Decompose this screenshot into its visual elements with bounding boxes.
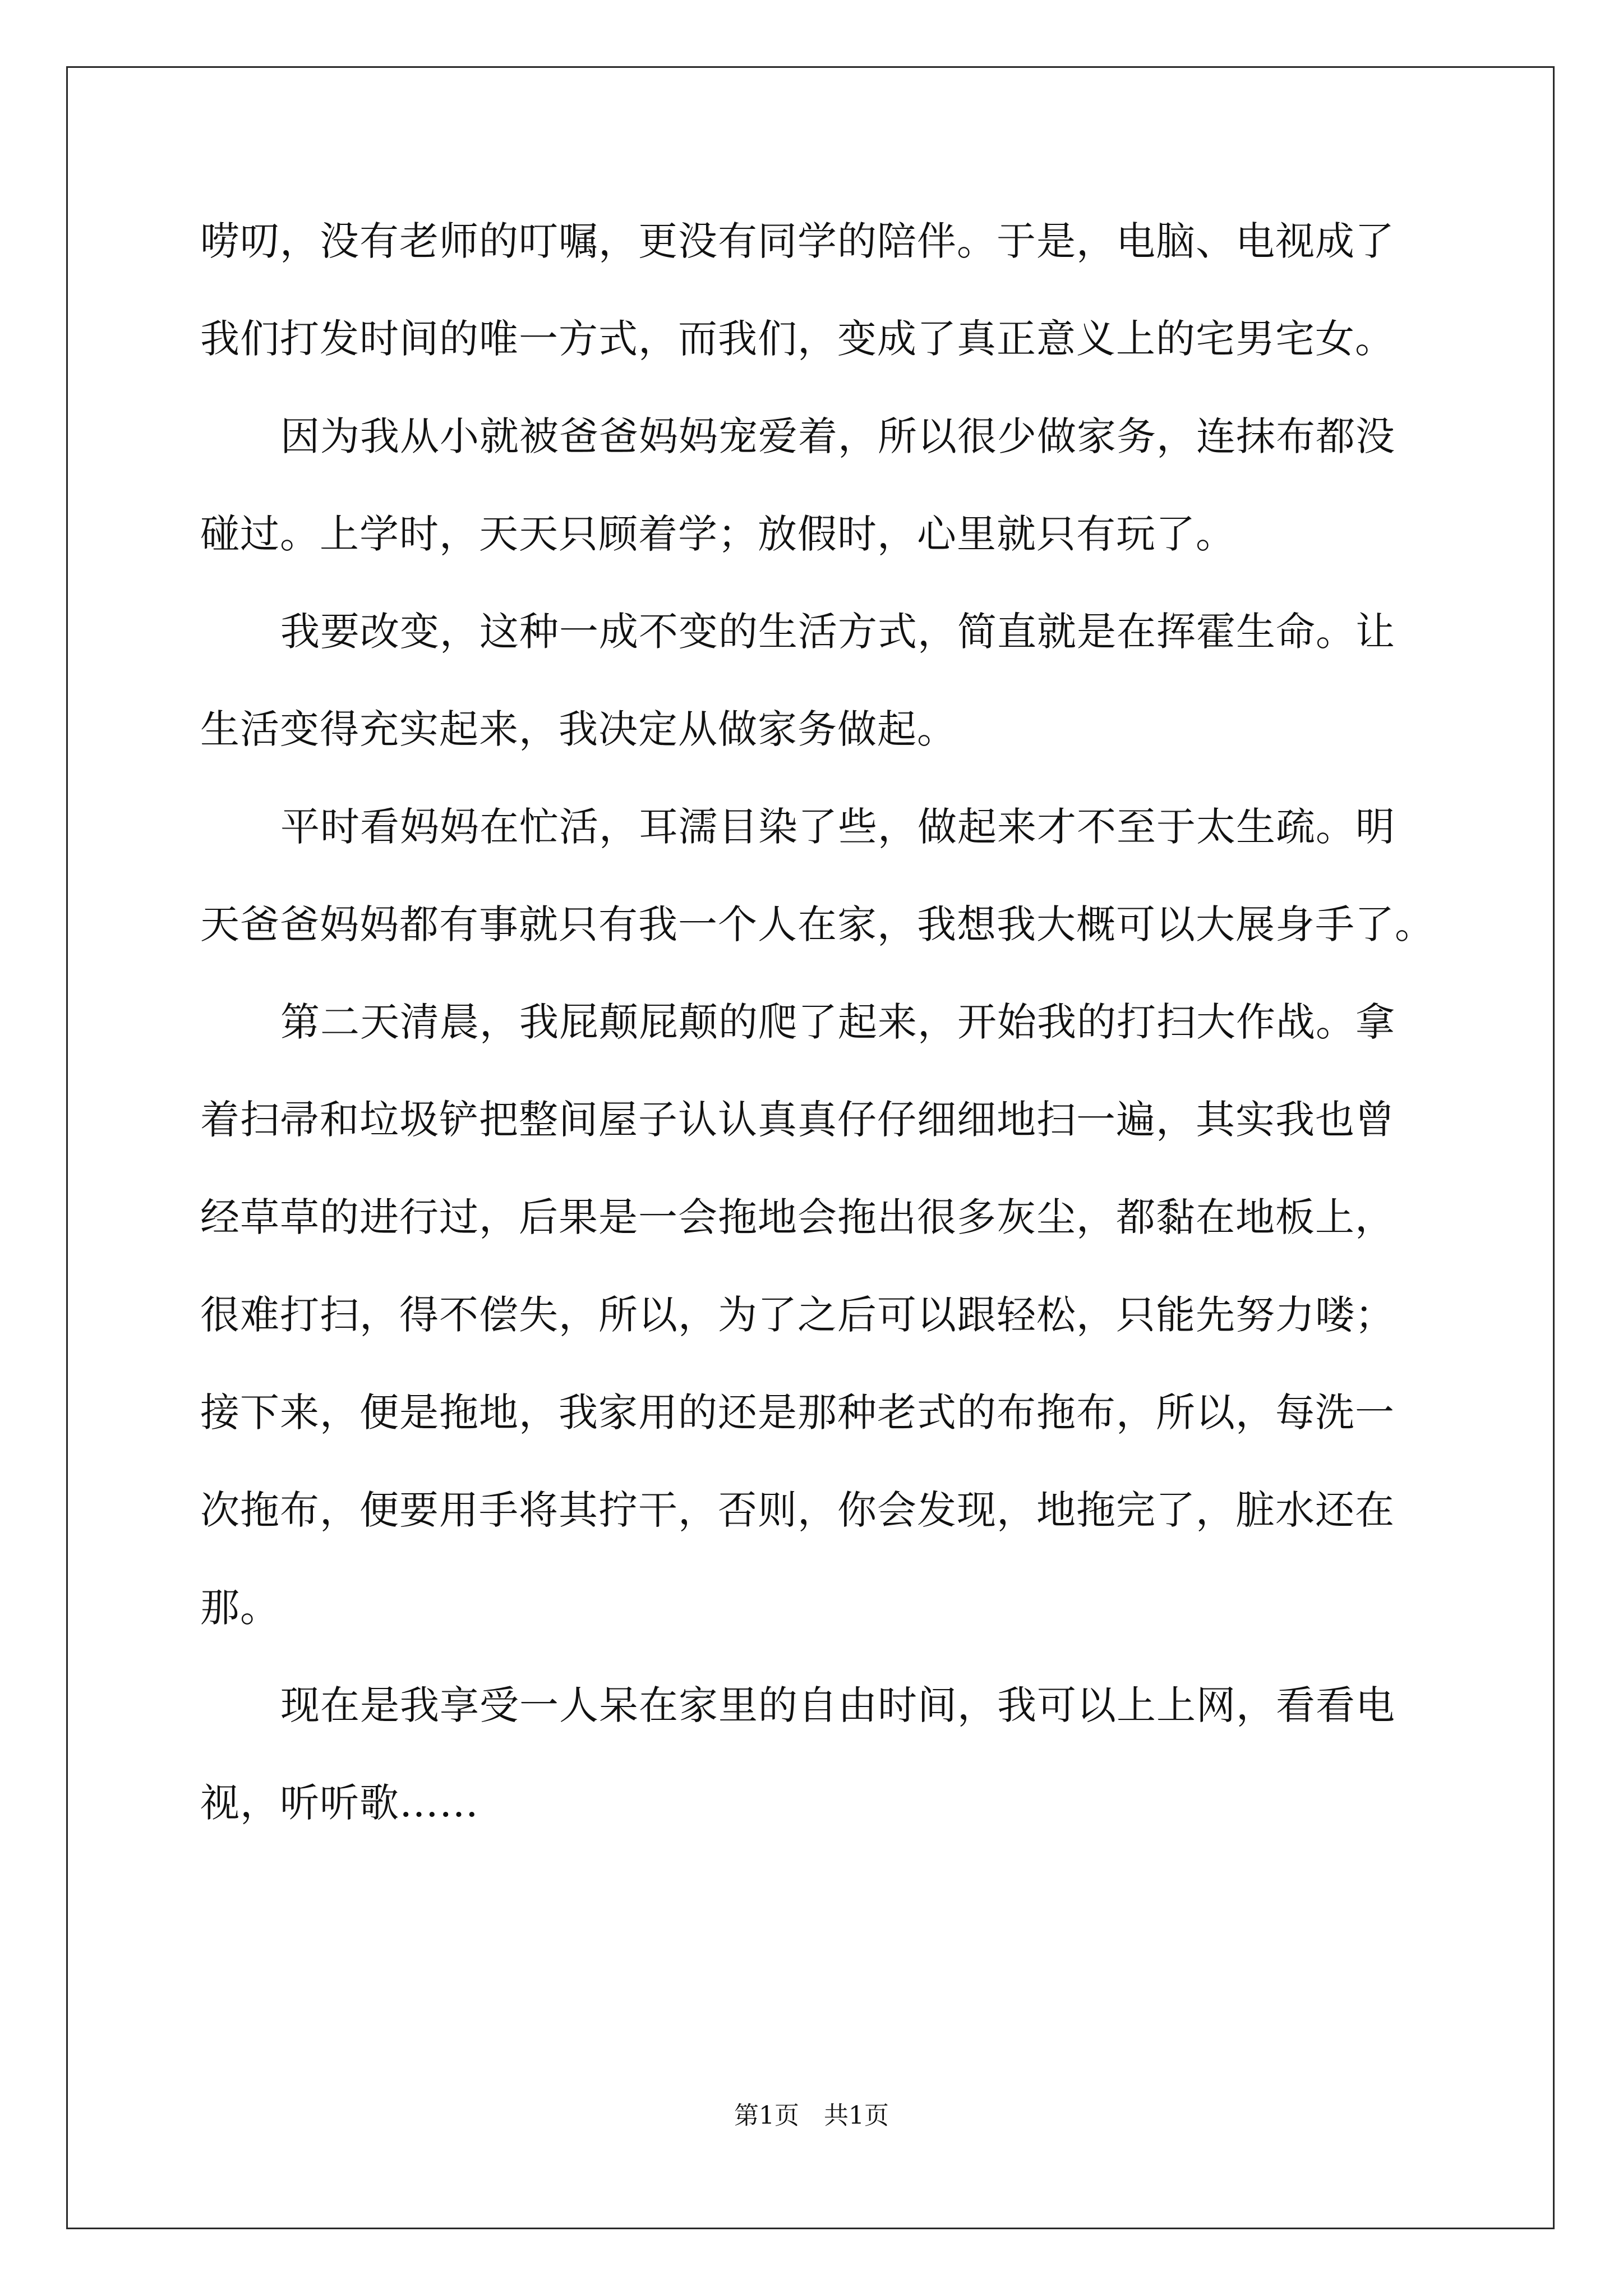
text-line: 那。: [200, 1585, 280, 1631]
text-line: 天爸爸妈妈都有事就只有我一个人在家，我想我大概可以大展身手了。: [200, 901, 1435, 947]
text-line: 接下来，便是拖地，我家用的还是那种老式的布拖布，所以，每洗一: [200, 1389, 1395, 1435]
text-line: 第二天清晨，我屁颠屁颠的爬了起来，开始我的打扫大作战。拿: [280, 999, 1395, 1045]
page-number: 第1页: [734, 2101, 799, 2130]
text-line: 平时看妈妈在忙活，耳濡目染了些，做起来才不至于太生疏。明: [280, 804, 1395, 850]
document-body: [200, 210, 1435, 1869]
text-line: 碰过。上学时，天天只顾着学；放假时，心里就只有玩了。: [200, 511, 1235, 557]
text-line: 我们打发时间的唯一方式，而我们，变成了真正意义上的宅男宅女。: [200, 316, 1395, 362]
text-line: 因为我从小就被爸爸妈妈宠爱着，所以很少做家务，连抹布都没: [280, 413, 1395, 459]
text-line: 很难打扫，得不偿失，所以，为了之后可以跟轻松，只能先努力喽；: [200, 1292, 1395, 1338]
text-line: 经草草的进行过，后果是一会拖地会拖出很多灰尘，都黏在地板上，: [200, 1194, 1395, 1240]
text-line: 着扫帚和垃圾铲把整间屋子认认真真仔仔细细地扫一遍，其实我也曾: [200, 1097, 1395, 1143]
text-line: 视，听听歌……: [200, 1780, 479, 1826]
text-line: 次拖布，便要用手将其拧干，否则，你会发现，地拖完了，脏水还在: [200, 1487, 1395, 1533]
text-line: 生活变得充实起来，我决定从做家务做起。: [200, 706, 957, 752]
text-line: 唠叨，没有老师的叮嘱，更没有同学的陪伴。于是，电脑、电视成了: [200, 218, 1395, 264]
text-line: 现在是我享受一人呆在家里的自由时间，我可以上上网，看看电: [280, 1682, 1395, 1728]
page-count: 共1页: [824, 2101, 889, 2130]
text-line: 我要改变，这种一成不变的生活方式，简直就是在挥霍生命。让: [280, 609, 1395, 655]
page-footer: [0, 2099, 1623, 2133]
